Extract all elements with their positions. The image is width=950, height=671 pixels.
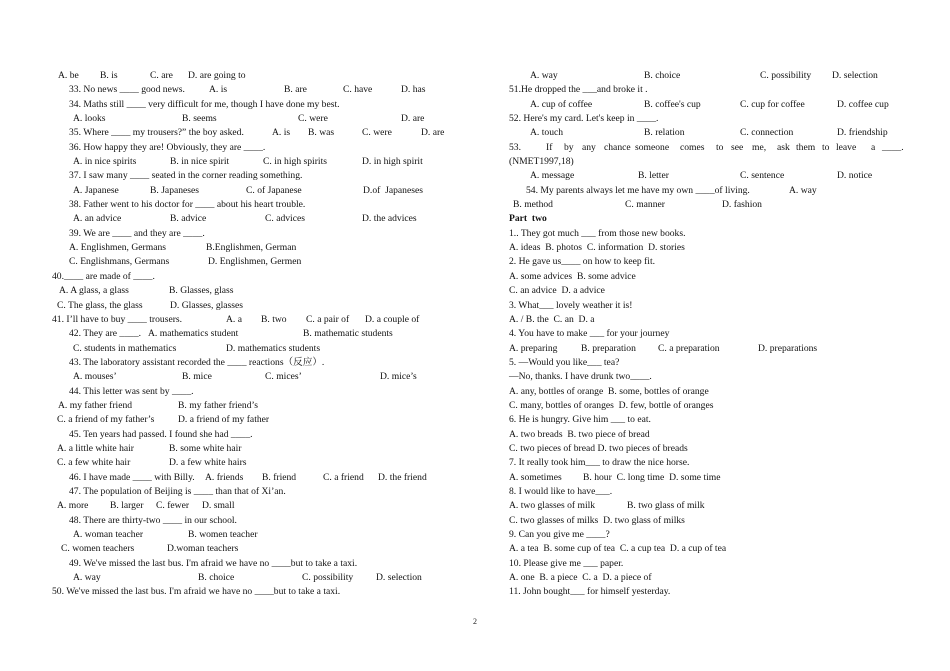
question-text: 36. How happy they are! Obviously, they are ____. <box>69 141 266 153</box>
question-text: D. Englishmen, Germen <box>208 256 302 268</box>
question-text: 46. I have made ____ with Billy. <box>69 471 195 483</box>
question-text: B. my father friend’s <box>178 399 258 411</box>
question-text: someone <box>635 141 670 153</box>
question-text: A. way <box>73 572 101 584</box>
question-text: C. were <box>362 127 392 139</box>
question-text: B. hour C. long time D. some time <box>583 471 721 483</box>
question-text: A. any, bottles of orange B. some, bottles of orange <box>509 385 709 397</box>
question-text: 44. This letter was sent by ____. <box>69 385 194 397</box>
right-column-line <box>509 499 899 513</box>
question-text: A. a <box>226 313 242 325</box>
question-text: A. some advices B. some advice <box>509 270 636 282</box>
question-text: D. a couple of <box>365 313 420 325</box>
question-text: C. manner <box>625 199 665 211</box>
question-text: D. are going to <box>188 70 246 81</box>
question-text: A. way <box>530 70 558 81</box>
question-text: D. friendship <box>837 127 888 139</box>
question-text: B. mice <box>182 371 212 383</box>
question-text: B. method <box>513 199 553 211</box>
question-text: 53. <box>509 141 521 153</box>
question-text: A. Japanese <box>73 184 119 196</box>
question-text: by <box>564 141 574 153</box>
left-column-line <box>52 155 442 169</box>
question-text: comes <box>680 141 705 153</box>
question-text: C. possibility <box>760 70 812 81</box>
question-text: D. the friend <box>378 471 427 483</box>
question-text: 5. —Would you like___ tea? <box>509 356 620 368</box>
question-text: 41. I’ll have to buy ____ trousers. <box>52 313 183 325</box>
left-column-line <box>52 370 442 384</box>
question-text: 50. We've missed the last bus. I'm afraid we have no ____but to take a taxi. <box>52 586 341 598</box>
question-text: C. a friend <box>323 471 364 483</box>
question-text: B. are <box>284 84 307 96</box>
question-text: D. fashion <box>722 199 762 211</box>
question-text: C. sentence <box>740 170 785 182</box>
question-text: D. selection <box>832 70 878 81</box>
question-text: B. in nice spirit <box>170 156 230 168</box>
right-column-line <box>509 255 899 269</box>
question-text: A. a tea B. some cup of tea C. a cup tea D. a cup of tea <box>509 543 727 555</box>
question-text: B. letter <box>638 170 669 182</box>
right-column-line <box>509 198 899 212</box>
left-column-line <box>52 212 442 226</box>
left-column-line <box>52 313 442 327</box>
question-text: 33. No news ____ good news. <box>69 84 185 96</box>
question-text: A. A glass, a glass <box>59 285 129 297</box>
question-text: 11. John bought___ for himself yesterday. <box>509 586 671 598</box>
right-column-line <box>509 241 899 255</box>
right-column-line <box>509 98 899 112</box>
question-text: B. is <box>100 70 118 81</box>
right-column-line <box>509 327 899 341</box>
question-text: D. a friend of my father <box>178 414 270 426</box>
question-text: 38. Father went to his doctor for ____ about his heart trouble. <box>69 199 306 211</box>
left-column <box>52 69 445 600</box>
question-text: C. a few white hair <box>57 457 131 469</box>
question-text: D. notice <box>837 170 873 182</box>
right-column-line <box>509 184 899 198</box>
right-column-line <box>509 299 899 313</box>
question-text: A. be <box>58 70 79 81</box>
question-text: D. Glasses, glasses <box>170 299 244 311</box>
question-text: D.of Japaneses <box>363 184 423 196</box>
question-text: D. has <box>401 84 426 96</box>
question-text: see <box>731 141 744 153</box>
right-column-line <box>509 542 899 556</box>
left-column-line <box>52 169 442 183</box>
question-text: C. were <box>298 113 328 125</box>
question-text: A. is <box>209 84 228 96</box>
right-column-line <box>509 370 899 384</box>
left-column-line <box>52 528 442 542</box>
question-text: D. are <box>421 127 445 139</box>
question-text: 48. There are thirty-two ____ in our school. <box>69 514 237 526</box>
right-column-line <box>509 428 899 442</box>
question-text: A. an advice <box>73 213 122 225</box>
question-text: A. ideas B. photos C. information D. stories <box>509 242 685 254</box>
left-column-line <box>52 585 442 599</box>
question-text: ____. <box>882 141 904 153</box>
right-column-line <box>509 270 899 284</box>
question-text: B.Englishmen, German <box>206 242 297 254</box>
question-text: C. a friend of my father’s <box>57 414 155 426</box>
question-text: 52. Here's my card. Let's keep in ____. <box>509 113 659 125</box>
left-column-line <box>52 299 442 313</box>
question-text: them <box>796 141 816 153</box>
question-text: A. mouses’ <box>73 371 117 383</box>
right-column-line <box>509 155 899 169</box>
left-column-line <box>52 456 442 470</box>
left-column-line <box>52 83 442 97</box>
question-text: C. a preparation <box>658 342 720 354</box>
left-column-line <box>52 471 442 485</box>
left-column-line <box>52 428 442 442</box>
question-text: A. cup of coffee <box>530 98 593 110</box>
left-column-line <box>52 241 442 255</box>
question-text: D.woman teachers <box>167 543 239 555</box>
question-text: C. many, bottles of oranges D. few, bottle of oranges <box>509 399 714 411</box>
question-text: D. mice’s <box>380 371 417 383</box>
question-text: A. friends <box>205 471 244 483</box>
question-text: A. preparing <box>509 342 558 354</box>
question-text: B. two <box>261 313 287 325</box>
question-text: B. Japaneses <box>150 184 200 196</box>
question-text: Part two <box>509 213 547 225</box>
question-text: C. are <box>150 70 173 81</box>
question-text: A. a little white hair <box>57 442 134 454</box>
question-text: A. one B. a piece C. a D. a piece of <box>509 572 652 584</box>
question-text: C. have <box>343 84 373 96</box>
question-text: 7. It really took him___ to draw the nice horse. <box>509 457 690 469</box>
question-text: 42. They are ____. <box>69 328 142 340</box>
question-text: B. larger <box>110 500 144 512</box>
question-text: D. are <box>401 113 425 125</box>
question-text: C. mices’ <box>265 371 302 383</box>
left-column-line <box>52 126 445 140</box>
left-column-line <box>52 514 442 528</box>
question-text: C. advices <box>265 213 305 225</box>
question-text: 10. Please give me ___ paper. <box>509 557 624 569</box>
left-column-line <box>52 184 442 198</box>
question-text: any <box>582 141 596 153</box>
page-number: 2 <box>473 617 477 626</box>
right-column-line <box>509 83 899 97</box>
question-text: ask <box>777 141 790 153</box>
question-text: 4. You have to make ___ for your journey <box>509 328 670 340</box>
question-text: 1.. They got much ___ from those new books. <box>509 227 686 239</box>
question-text: B. choice <box>198 572 235 584</box>
question-text: chance <box>604 141 631 153</box>
question-text: a <box>871 141 876 153</box>
question-text: —No, thanks. I have drunk two____. <box>509 371 652 383</box>
question-text: C. of Japanese <box>246 184 302 196</box>
left-column-line <box>52 270 442 284</box>
left-column-line <box>52 399 442 413</box>
question-text: 34. Maths still ____ very difficult for me, though I have done my best. <box>69 98 340 110</box>
question-text: 45. Ten years had passed. I found she had ____. <box>69 428 253 440</box>
question-text: 39. We are ____ and they are ____. <box>69 227 205 239</box>
question-text: C. an advice D. a advice <box>509 285 605 297</box>
left-column-line <box>52 542 442 556</box>
right-column-line <box>509 141 904 155</box>
question-text: C. cup for coffee <box>740 98 805 110</box>
question-text: A. two glasses of milk <box>509 500 596 512</box>
question-text: D. small <box>202 500 235 512</box>
question-text: 9. Can you give me ____? <box>509 529 610 540</box>
right-column-line <box>509 528 899 542</box>
question-text: D. in high spirit <box>362 156 423 168</box>
question-text: A. touch <box>530 127 564 139</box>
right-column-line <box>509 456 899 470</box>
question-text: 49. We've missed the last bus. I'm afraid we have no ____but to take a taxi. <box>69 557 358 569</box>
question-text: C. two pieces of bread D. two pieces of breads <box>509 442 688 454</box>
question-text: D. coffee cup <box>837 98 889 110</box>
question-text: 51.He dropped the ___and broke it . <box>509 84 648 96</box>
right-column-line <box>509 385 899 399</box>
left-column-line <box>52 198 442 212</box>
question-text: B. Glasses, glass <box>169 285 234 297</box>
question-text: me, <box>752 141 767 153</box>
question-text: A. sometimes <box>509 471 562 483</box>
question-text: C. a pair of <box>306 313 350 325</box>
left-column-line <box>52 485 442 499</box>
question-text: C. in high spirits <box>263 156 327 168</box>
left-column-line <box>52 342 442 356</box>
question-text: 6. He is hungry. Give him ___ to eat. <box>509 414 651 426</box>
right-column-line <box>509 557 899 571</box>
question-text: A. Englishmen, Germans <box>69 242 166 254</box>
right-column-line <box>509 313 899 327</box>
question-text: B. friend <box>262 471 297 483</box>
question-text: B. two glass of milk <box>627 500 705 512</box>
right-column <box>509 69 904 600</box>
left-column-line <box>52 442 442 456</box>
question-text: B. mathematic students <box>303 328 393 340</box>
left-column-line <box>52 385 442 399</box>
question-text: B. some white hair <box>169 442 242 454</box>
question-text: B. preparation <box>581 342 636 354</box>
question-text: A. message <box>530 170 575 182</box>
right-column-line <box>509 342 899 356</box>
left-column-line <box>52 112 442 126</box>
left-column-line <box>52 356 442 370</box>
right-column-line <box>509 356 899 370</box>
question-text: A. two breads B. two piece of bread <box>509 428 650 440</box>
question-text: B. choice <box>644 70 681 81</box>
left-column-line <box>52 284 442 298</box>
question-text: 3. What___ lovely weather it is! <box>509 299 633 311</box>
question-text: C. women teachers <box>61 543 135 555</box>
question-text: C. possibility <box>302 572 354 584</box>
left-column-line <box>52 499 442 513</box>
right-column-line <box>509 227 899 241</box>
question-text: D. selection <box>376 572 422 584</box>
question-text: 54. My parents always let me have my own ____of living. <box>526 184 750 196</box>
question-text: (NMET1997,18) <box>509 156 574 168</box>
right-column-line <box>509 112 899 126</box>
right-column-line <box>509 212 899 226</box>
question-text: A. / B. the C. an D. a <box>509 313 595 325</box>
question-text: 8. I would like to have___. <box>509 485 613 497</box>
question-text: D. the advices <box>362 213 417 225</box>
question-text: 37. I saw many ____ seated in the corner reading something. <box>69 170 303 182</box>
question-text: A. in nice spirits <box>73 156 137 168</box>
question-text: B. advice <box>170 213 207 225</box>
question-text: to <box>822 141 830 153</box>
question-text: 40.____ are made of ____. <box>52 270 155 282</box>
left-column-line <box>52 255 442 269</box>
question-text: If <box>546 141 553 153</box>
right-column-line <box>509 585 899 599</box>
question-text: A. mathematics student <box>148 328 239 340</box>
question-text: A. woman teacher <box>73 529 144 540</box>
question-text: B. coffee's cup <box>644 98 701 110</box>
question-text: B. women teacher <box>188 529 258 540</box>
right-column-line <box>509 571 899 585</box>
question-text: C. connection <box>740 127 794 139</box>
question-text: D. mathematics students <box>226 342 321 354</box>
question-text: 47. The population of Beijing is ____ than that of Xi’an. <box>69 485 286 497</box>
right-column-line <box>509 442 899 456</box>
left-column-line <box>52 571 442 585</box>
right-column-line <box>509 514 899 528</box>
left-column-line <box>52 98 442 112</box>
question-text: to <box>716 141 724 153</box>
question-text: C. two glasses of milks D. two glass of milks <box>509 514 685 526</box>
question-text: 43. The laboratory assistant recorded the ____ reactions（反应）. <box>69 356 325 368</box>
question-text: B. relation <box>644 127 685 139</box>
right-column-line <box>509 399 899 413</box>
question-text: C. The glass, the glass <box>57 299 143 311</box>
left-column-line <box>52 227 442 241</box>
left-column-line <box>52 557 442 571</box>
left-column-line <box>52 69 442 83</box>
question-text: C. Englishmans, Germans <box>69 256 170 268</box>
question-text: C. students in mathematics <box>73 342 177 354</box>
question-text: A. looks <box>73 113 106 125</box>
question-text: 2. He gave us____ on how to keep fit. <box>509 256 656 268</box>
question-text: A. my father friend <box>58 399 133 411</box>
right-column-line <box>509 169 899 183</box>
left-column-line <box>52 327 442 341</box>
question-text: leave <box>836 141 857 153</box>
right-column-line <box>509 126 899 140</box>
question-text: 35. Where ____ my trousers?” the boy asked. <box>69 127 244 139</box>
question-text: C. fewer <box>156 500 190 512</box>
right-column-line <box>509 485 899 499</box>
question-text: B. was <box>308 127 335 139</box>
right-column-line <box>509 284 899 298</box>
right-column-line <box>509 413 899 427</box>
question-text: B. seems <box>182 113 217 125</box>
right-column-line <box>509 471 899 485</box>
question-text: D. preparations <box>758 342 818 354</box>
left-column-line <box>52 141 442 155</box>
question-text: A. way <box>789 184 817 196</box>
left-column-line <box>52 413 442 427</box>
question-text: D. a few white hairs <box>169 457 247 469</box>
question-text: A. is <box>272 127 291 139</box>
right-column-line <box>509 69 899 83</box>
question-text: A. more <box>57 500 89 512</box>
